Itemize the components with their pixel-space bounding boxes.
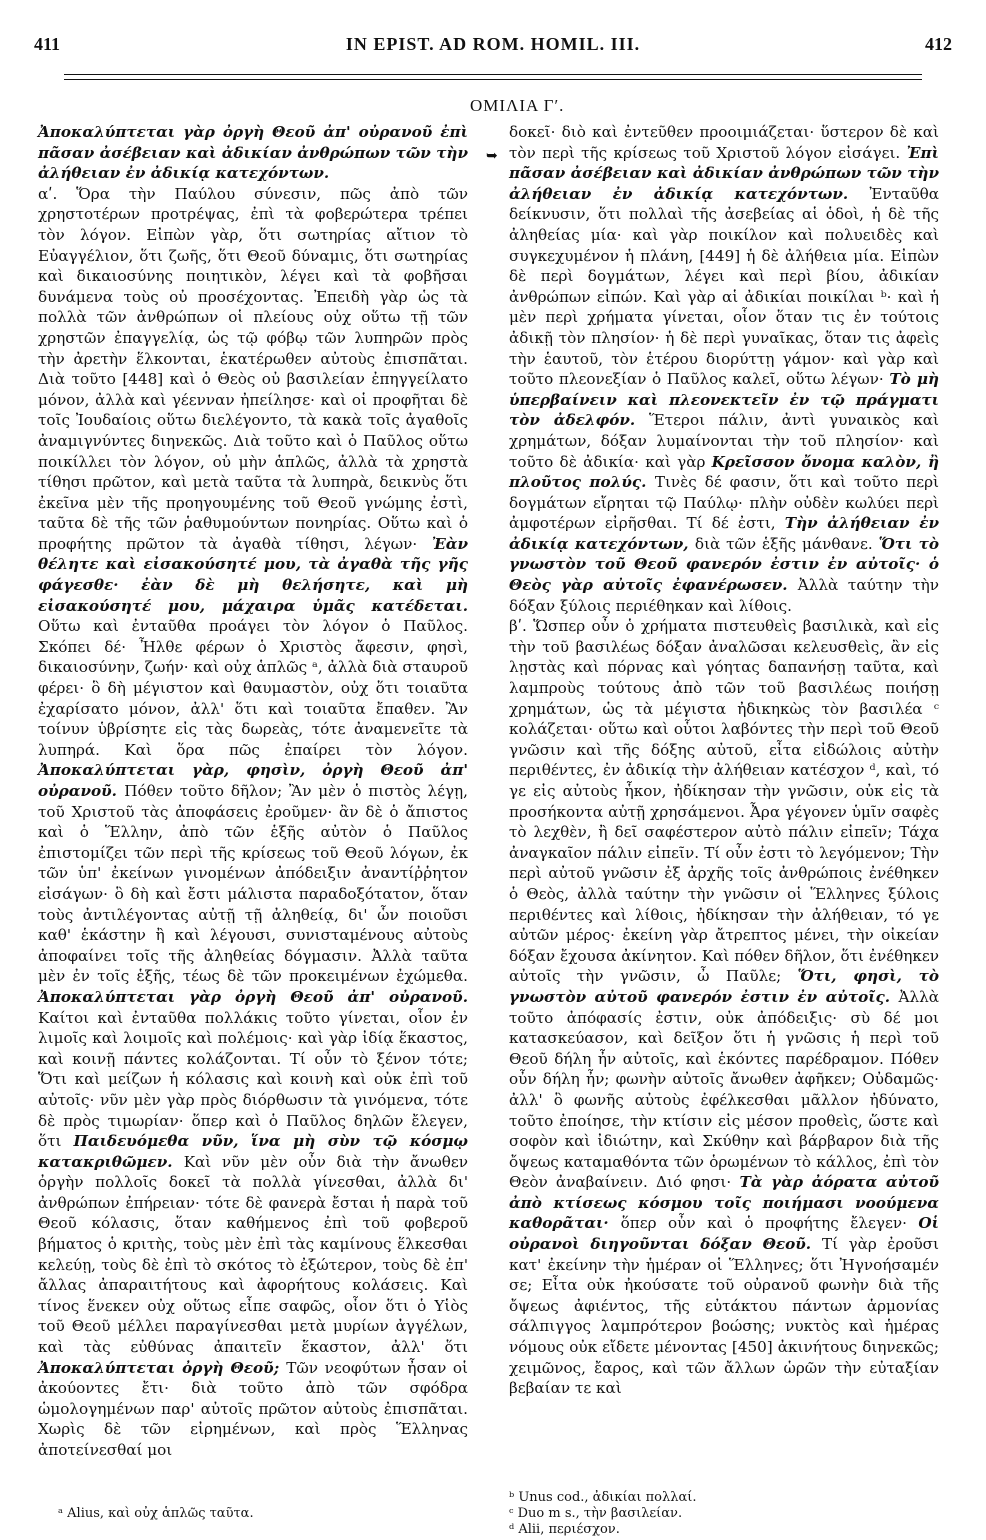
- text: Ἀλλὰ τοῦτο ἀπόφασίς ἐστιν, οὐκ ἀπόδειξις· σὺ δέ μοι κατασκεύασον, καὶ δεῖξον ὅτι ἡ γνῶσις ἡ περὶ τοῦ Θεοῦ δήλη ἦν αὐτοῖς, καὶ ἑκόντες παρέδραμον. Πόθεν οὖν δήλη ἦν; φωνὴν αὐτοῖς ἄνωθεν ἀφῆκεν; Οὐδαμῶς· ἀλλ' ὃ φωνῆς αὐτοὺς ἐφέλκεσθαι μᾶλλον ἠδύνατο, τοῦτο ἐποίησε, τὴν κτίσιν εἰς μέσον προθεὶς, ὥστε καὶ σοφὸν καὶ ἰδιώτην, καὶ Σκύθην καὶ βάρβαρον διὰ τῆς ὄψεως καταμαθόντα τῶν ὁρωμένων τὸ κάλλος, ἐπὶ τὸν Θεὸν ἀναβαίνειν. Διό φησι·: [509, 987, 939, 1192]
- quote: Ἐὰν θέλητε καὶ εἰσακούσητέ μου, τὰ ἀγαθὰ τῆς γῆς φάγεσθε· ἐὰν δὲ μὴ θελήσητε, καὶ μὴ εἰσακούσητέ μου, μάχαιρα ὑμᾶς κατέδεται.: [38, 534, 468, 615]
- text: Ἀλλὰ ταύτην τὴν δόξαν ξύλοις περιέθηκαν καὶ λίθοις.: [509, 576, 939, 615]
- text: διὰ τῶν ἑξῆς μάνθανε.: [694, 534, 879, 553]
- footnotes-right: [509, 1490, 939, 1538]
- running-title: IN EPIST. AD ROM. HOMIL. III.: [345, 34, 641, 54]
- text: Ἐνταῦθα δείκνυσιν, ὅτι πολλαὶ τῆς ἀσεβείας αἱ ὁδοὶ, ἡ δὲ τῆς ἀληθείας μία· καὶ γὰρ ποικίλον καὶ πολυειδὲς καὶ συγκεχυμένον ἡ πλάνη, [449] ἡ δὲ ἀλήθεια μία. Εἰπὼν δὲ περὶ δογμάτων, λέγει καὶ περὶ βίου, ἀδικίαν ἀνθρώπων εἰπών. Καὶ γὰρ αἱ ἀδικίαι ποικίλαι ᵇ· καὶ ἡ μὲν περὶ χρήματα γίνεται, οἷον ὅταν τις ἐν τούτοις ἀδικῇ τὸν πλησίον· ἡ δὲ περὶ γυναῖκας, ὅταν τις ἀφεὶς τὴν ἑαυτοῦ, τὸν ἑτέρου διορύττῃ γάμον· καὶ γὰρ καὶ τοῦτο πλεονεξίαν ὁ Παῦλος καλεῖ, οὕτω λέγων·: [509, 184, 939, 389]
- text: Τινὲς δέ φασιν, ὅτι καὶ τοῦτο περὶ δογμάτων εἴρηται τῷ Παύλῳ· πλὴν οὐδὲν κωλύει περὶ ἀμφοτέρων εἰρῆσθαι. Τί δέ ἐστι,: [509, 473, 939, 533]
- paragraph: [509, 122, 939, 616]
- text: Καὶ νῦν μὲν οὖν διὰ τὴν ἄνωθεν ὀργὴν πολλοῖς δοκεῖ τὰ πολλὰ γίνεσθαι, ἀλλὰ δι' ἀνθρώπων ἐπήρειαν· τότε δὲ φανερὰ ἔσται ἡ παρὰ τοῦ Θεοῦ κόλασις, ὅταν καθήμενος ἐπὶ τοῦ φοβεροῦ βήματος ὁ κριτὴς, τοὺς μὲν ἐπὶ τὰς καμίνους ἕλκεσθαι κελεύῃ, τοὺς δὲ ἐπὶ τὸ σκότος τὸ ἐξώτερον, τοὺς δὲ ἐπ' ἄλλας ἀπαραιτήτους καὶ ἀφορήτους κολάσεις. Καὶ τίνος ἕνεκεν οὐχ οὕτως εἶπε σαφῶς, οἷον ὅτι ὁ Υἱὸς τοῦ Θεοῦ μέλλει παραγίνεσθαι μετὰ μυρίων ἀγγέλων, καὶ τὰς εὐθύνας ἀπαιτεῖν ἕκαστον, ἀλλ' ὅτι: [38, 1152, 468, 1357]
- quote: Τὴν ἀλήθειαν ἐν ἀδικίᾳ κατεχόντων,: [509, 514, 939, 553]
- text: Τί γὰρ ἐροῦσι κατ' ἐκείνην τὴν ἡμέραν οἱ Ἕλληνες; ὅτι Ἠγνοήσαμέν σε; Εἶτα οὐκ ἠκούσατε τοῦ οὐρανοῦ φωνὴν διὰ τῆς ὄψεως ἀφιέντος, τῆς εὐτάκτου πάντων ἁρμονίας σάλπιγγος λαμπρότερον βοώσης; νυκτὸς καὶ ἡμέρας νόμους οὐκ εἴδετε μένοντας [450] ἀκινήτους διηνεκῶς; χειμῶνος, ἔαρος, καὶ τῶν ἄλλων ὡρῶν τὴν εὐταξίαν βεβαίαν τε καὶ: [509, 1235, 940, 1398]
- text: βʹ. Ὥσπερ οὖν ὁ χρήματα πιστευθεὶς βασιλικὰ, καὶ εἰς τὴν τοῦ βασιλέως δόξαν ἀναλῶσαι κελευσθεὶς, ἂν εἰς λῃστὰς καὶ πόρνας καὶ γόητας δαπανήσῃ ταῦτα, καὶ λαμπροὺς τούτους ἀπὸ τῶν τοῦ βασιλέως ποιήσῃ χρημάτων, ὡς τὰ μέγιστα ἠδικηκὼς τὸν βασιλέα ᶜ κολάζεται· οὕτω καὶ οὗτοι λαβόντες τὴν περὶ τοῦ Θεοῦ γνῶσιν καὶ τῆς δόξης αὐτοῦ, εἶτα εἰδώλοις αὐτὴν περιθέντες, ἐν ἀδικίᾳ τὴν ἀλήθειαν κατέσχον ᵈ, καὶ, τό γε εἰς αὐτοὺς ἧκον, ἠδίκησαν τὴν γνῶσιν, οὐκ εἰς τὰ προσήκοντα αὐτῇ χρησάμενοι. Ἆρα γέγονεν ὑμῖν σαφὲς τὸ λεχθὲν, ἢ δεῖ σαφέστερον αὐτὸ πάλιν εἰπεῖν; Τάχα ἀναγκαῖον πάλιν εἰπεῖν. Τί οὖν ἐστι τὸ λεγόμενον; Τὴν περὶ αὐτοῦ γνῶσιν ἐξ ἀρχῆς τοῖς ἀνθρώποις ἐνέθηκεν ὁ Θεὸς, ἀλλὰ ταύτην τὴν γνῶσιν οἱ Ἕλληνες ξύλοις περιθέντες καὶ λίθοις, ἠδίκησαν τὴν ἀλήθειαν, τό γε αὐτῶν μέρος· ἐκείνη γὰρ ἄτρεπτος μένει, τὴν οἰκείαν δόξαν ἔχουσα ἀκίνητον. Καὶ πόθεν δῆλον, ὅτι ἐνέθηκεν αὐτοῖς τὴν γνῶσιν, ὦ Παῦλε;: [509, 617, 939, 986]
- header-rule: [64, 74, 922, 75]
- footnote: ᵃ Alius, καὶ οὐχ ἁπλῶς ταῦτα.: [58, 1506, 254, 1521]
- quote: Ἀποκαλύπτεται γὰρ ὀργὴ Θεοῦ ἀπ' οὐρανοῦ.: [38, 987, 468, 1006]
- footnote: ᶜ Duo m s., τὴν βασιλείαν.: [509, 1506, 683, 1521]
- text: Ἕτεροι πάλιν, ἀντὶ γυναικὸς καὶ χρημάτων, δόξαν λυμαίνονται τὴν τοῦ πλησίον· καὶ τοῦτο δὲ ἀδικία· καὶ γὰρ: [509, 411, 939, 471]
- left-column: [38, 122, 468, 1461]
- footnote: ᵈ Alii, περιέσχον.: [509, 1522, 620, 1537]
- page-header: [34, 30, 952, 60]
- paragraph: [509, 616, 939, 1399]
- footnote: ᵇ Unus cod., ἀδικίαι πολλαί.: [509, 1490, 697, 1505]
- text: Οὕτω καὶ ἐνταῦθα προάγει τὸν λόγον ὁ Παῦλος. Σκόπει δέ· Ἦλθε φέρων ὁ Χριστὸς ἄφεσιν, φησὶ, δικαιοσύνην, ζωήν· καὶ οὐχ ἁπλῶς ᵃ, ἀλλὰ διὰ σταυροῦ φέρει· ὃ δὴ μέγιστον καὶ θαυμαστὸν, οὐχ ὅτι τοιαῦτα ἐχαρίσατο μόνον, ἀλλ' ὅτι καὶ τοιαῦτα ἔπαθεν. Ἂν τοίνυν ὑβρίσητε εἰς τὰς δωρεὰς, τότε ἀναμενεῖτε τὰ λυπηρά. Καὶ ὅρα πῶς ἐπαίρει τὸν λόγον.: [38, 617, 468, 759]
- quote: Ἐπὶ πᾶσαν ἀσέβειαν καὶ ἀδικίαν ἀνθρώπων τῶν τὴν ἀλήθειαν ἐν ἀδικίᾳ κατεχόντων.: [509, 143, 939, 203]
- quote: Παιδευόμεθα νῦν, ἵνα μὴ σὺν τῷ κόσμῳ κατακριθῶμεν.: [38, 1132, 468, 1171]
- right-column: [509, 122, 939, 1399]
- quote: Τὰ γὰρ ἀόρατα αὐτοῦ ἀπὸ κτίσεως κόσμου τοῖς ποιήμασι νοούμενα καθορᾶται·: [509, 1173, 939, 1233]
- text: Καίτοι καὶ ἐνταῦθα πολλάκις τοῦτο γίνεται, οἷον ἐν λιμοῖς καὶ λοιμοῖς καὶ πολέμοις· καὶ γὰρ ἰδίᾳ ἕκαστος, καὶ κοινῇ πάντες κολάζονται. Τί οὖν τὸ ξένον τότε; Ὅτι καὶ μείζων ἡ κόλασις καὶ κοινὴ καὶ οὐκ ἐπὶ τοῦ αὐτοῖς· νῦν μὲν γὰρ πρὸς διόρθωσιν τὰ γινόμενα, τότε δὲ πρὸς τιμωρίαν· ὅπερ καὶ ὁ Παῦλος δηλῶν ἔλεγεν, ὅτι: [38, 1008, 468, 1151]
- header-rule-thin: [64, 79, 922, 80]
- text: ὅπερ οὖν καὶ ὁ προφήτης ἔλεγεν·: [620, 1214, 919, 1233]
- text: Τῶν νεοφύτων ἦσαν οἱ ἀκούοντες ἔτι· διὰ τοῦτο ἀπὸ τῶν σφόδρα ὡμολογημένων παρ' αὐτοῖς πρῶτον αὐτοὺς ἐπισπᾶται. Χωρὶς δὲ τῶν εἰρημένων, καὶ πρὸς Ἕλληνας ἀποτείνεσθαί μοι: [38, 1358, 468, 1459]
- page-number-right: 412: [925, 34, 952, 54]
- quote: Ὅτι, φησὶ, τὸ γνωστὸν αὐτοῦ φανερόν ἐστιν ἐν αὐτοῖς.: [509, 967, 940, 1006]
- quote: Τὸ μὴ ὑπερβαίνειν καὶ πλεονεκτεῖν ἐν τῷ πράγματι τὸν ἀδελφόν.: [509, 370, 939, 430]
- text: Πόθεν τοῦτο δῆλον; Ἂν μὲν ὁ πιστὸς λέγῃ, τοῦ Χριστοῦ τὰς ἀποφάσεις ἐροῦμεν· ἂν δὲ ὁ ἄπιστος καὶ ὁ Ἕλλην, ἀπὸ τῶν ἑξῆς αὐτὸν ὁ Παῦλος ἐπιστομίζει τῶν περὶ τῆς κρίσεως τοῦ Θεοῦ λόγων, ἐκ τῶν ὑπ' ἐκείνων γινομένων ἀπόδειξιν ἀναντίῤῥητον εἰσάγων· ὃ δὴ καὶ ἔστι μάλιστα παραδοξότατον, ὅταν τοὺς ἀντιλέγοντας αὐτῇ τῇ ἀληθείᾳ, δι' ὧν ποιοῦσι καθ' ἑκάστην ἢ καὶ λέγουσι, συνισταμένους αὐτοὺς ἀποφαίνει τοῖς τῆς ἀληθείας δόγμασιν. Ἀλλὰ ταῦτα μὲν ἐν τοῖς ἑξῆς, τέως δὲ τῶν προκειμένων ἐχώμεθα.: [38, 782, 468, 986]
- quote: Ἀποκαλύπτεται ὀργὴ Θεοῦ;: [38, 1358, 287, 1377]
- text: δοκεῖ· διὸ καὶ ἐντεῦθεν προοιμιάζεται· ὕστερον δὲ καὶ τὸν περὶ τῆς κρίσεως τοῦ Χριστοῦ λόγον εἰσάγει.: [509, 123, 939, 162]
- page-number-left: 411: [34, 34, 61, 54]
- quote: Οἱ οὐρανοὶ διηγοῦνται δόξαν Θεοῦ.: [509, 1214, 939, 1254]
- quote: Ὅτι τὸ γνωστὸν τοῦ Θεοῦ φανερόν ἐστιν ἐν αὐτοῖς· ὁ Θεὸς γὰρ αὐτοῖς ἐφανέρωσεν.: [509, 534, 939, 595]
- paragraph: [38, 184, 468, 1461]
- lemma: Ἀποκαλύπτεται γὰρ ὀργὴ Θεοῦ ἀπ' οὐρανοῦ ἐπὶ πᾶσαν ἀσέβειαν καὶ ἀδικίαν ἀνθρώπων τῶν τὴν ἀλήθειαν ἐν ἀδικίᾳ κατεχόντων.: [38, 123, 468, 183]
- text: αʹ. Ὅρα τὴν Παύλου σύνεσιν, πῶς ἀπὸ τῶν χρηστοτέρων προτρέψας, ἐπὶ τὰ φοβερώτερα τρέπει τὸν λόγον. Εἰπὼν γὰρ, ὅτι σωτηρίας αἴτιον τὸ Εὐαγγέλιον, ὅτι ζωῆς, ὅτι Θεοῦ δύναμις, ὅτι σωτηρίας καὶ δικαιοσύνης ποιητικὸν, λέγει καὶ τὰ φοβῆσαι δυνάμενα τοὺς οὐ προσέχοντας. Ἐπειδὴ γὰρ ὡς τὰ πολλὰ τῶν ἀνθρώπων οἱ πλείους οὐχ οὕτω τῇ τῶν χρηστῶν ἐπαγγελίᾳ, ὡς τῷ φόβῳ τῶν λυπηρῶν πρὸς τὴν ἀρετὴν ἕλκονται, ἑκατέρωθεν αὐτοὺς ἐπισπᾶται. Διὰ τοῦτο [448] καὶ ὁ Θεὸς οὐ βασιλείαν ἐπηγγείλατο μόνον, ἀλλὰ καὶ γέενναν ἠπείλησε· καὶ οἱ προφῆται δὲ τοῖς Ἰουδαίοις οὕτω διελέγοντο, τὰ κακὰ τοῖς ἀγαθοῖς ἀναμιγνύντες διηνεκῶς. Διὰ τοῦτο καὶ ὁ Παῦλος οὕτω ποικίλλει τὸν λόγον, οὐ μὴν ἁπλῶς, ἀλλὰ τὰ χρηστὰ τίθησι πρῶτον, καὶ μετὰ ταῦτα τὰ λυπηρὰ, δεικνὺς ὅτι ἐκεῖνα μὲν τῆς προηγουμένης τοῦ Θεοῦ γνώμης ἐστὶ, ταῦτα δὲ τῆς τῶν ῥαθυμούντων πονηρίας. Οὕτω καὶ ὁ προφήτης πρῶτον τὰ ἀγαθὰ τίθησι, λέγων·: [38, 184, 468, 553]
- quote: Ἀποκαλύπτεται γὰρ, φησὶν, ὀργὴ Θεοῦ ἀπ' οὐρανοῦ.: [38, 761, 468, 800]
- homily-title: ΟΜΙΛΙΑ Γʹ.: [470, 96, 565, 115]
- quote: Κρεῖσσον ὄνομα καλὸν, ἢ πλοῦτος πολύς.: [509, 452, 939, 492]
- margin-arrow-icon: ➥: [486, 148, 498, 164]
- footnote-left: [58, 1506, 254, 1522]
